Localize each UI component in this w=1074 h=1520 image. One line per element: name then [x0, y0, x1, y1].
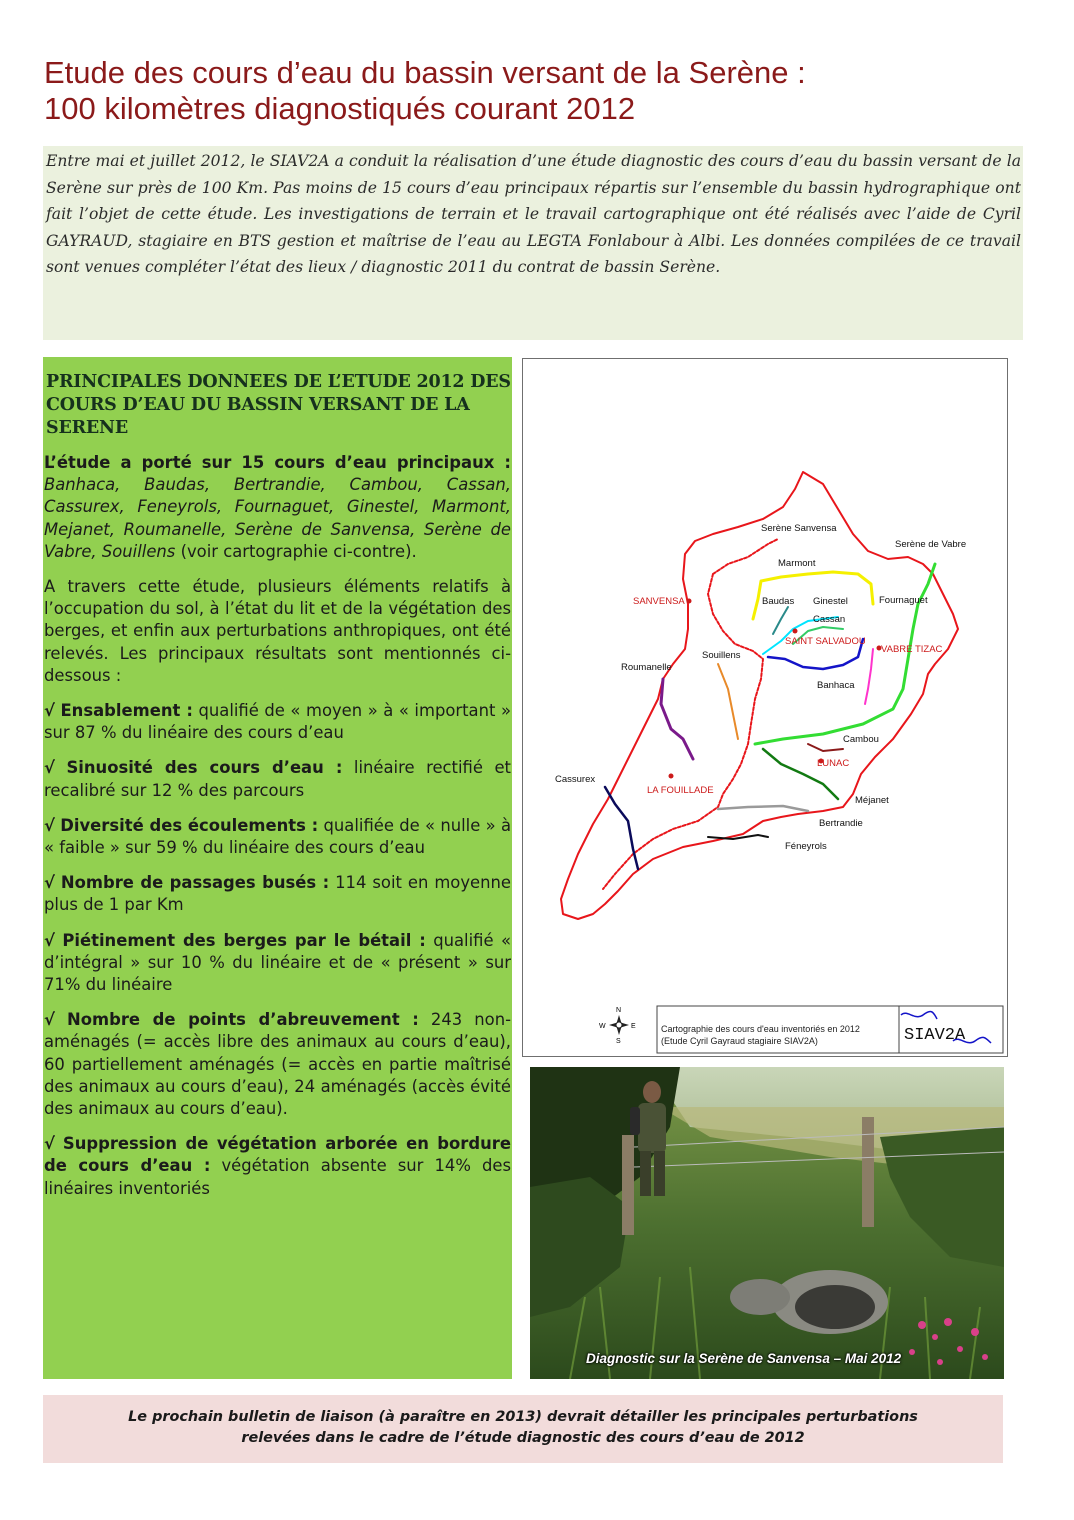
- label-saint-salvadou: SAINT SALVADOU: [785, 636, 866, 647]
- field-photo-art: [530, 1067, 1004, 1379]
- label-souillens: Souillens: [702, 650, 741, 661]
- result-label: Ensablement :: [60, 701, 193, 721]
- pink-river: [865, 649, 873, 704]
- label-banhaca: Banhaca: [817, 680, 855, 691]
- check-icon: √: [44, 930, 55, 950]
- label-cassurex: Cassurex: [555, 774, 596, 785]
- result-label: Diversité des écoulements :: [60, 815, 319, 835]
- result-text: qualifié de « moyen » à « important » sur 87 % du linéaire des cours d’eau: [44, 701, 511, 743]
- footer-note: [43, 1395, 1003, 1463]
- result-text: qualifié « d’intégral » sur 10 % du linéaire et de « présent » sur 71% du linéaire: [44, 930, 512, 995]
- label-cassan: Cassan: [813, 614, 846, 625]
- label-marmont: Marmont: [778, 558, 816, 569]
- result-item: [44, 815, 511, 859]
- cambou-river: [808, 744, 843, 751]
- method-paragraph: A travers cette étude, plusieurs éléments relatifs à l’occupation du sol, à l’état du lit et de la végétation des berges, et enfin aux perturbations anthropiques, ont été relevés. Les principaux résultats sont mentionnés ci-dessous :: [44, 577, 511, 685]
- result-item: [44, 757, 511, 801]
- label-roumanelle: Roumanelle: [621, 662, 672, 673]
- label-fournaguet: Fournaguet: [879, 595, 928, 606]
- result-label: Nombre de points d’abreuvement :: [67, 1010, 419, 1030]
- result-label: Piétinement des berges par le bétail :: [62, 930, 426, 950]
- result-text: 243 non-aménagés (= accès libre des animaux au cours d’eau), 60 partiellement aménagés (= accès en partie maîtrisé des animaux au cours d’eau), 24 aménagés (accès évité des animaux au cours d’eau).: [44, 1010, 512, 1119]
- label-vabre-tizac: VABRE TIZAC: [881, 644, 943, 655]
- result-label: Suppression de végétation arborée en bordure de cours d’eau :: [44, 1134, 511, 1176]
- siav2a-logo: SIAV2A: [904, 1026, 966, 1045]
- rivers-paragraph: [44, 452, 511, 563]
- label-sanvensa: SANVENSA: [633, 596, 685, 607]
- label-feneyrols: Féneyrols: [785, 841, 827, 852]
- title-line-2: 100 kilomètres diagnostiqués courant 2012: [44, 91, 636, 126]
- field-photo: [530, 1067, 1004, 1379]
- key-data-box: [43, 357, 512, 1379]
- label-lunac: LUNAC: [817, 758, 850, 769]
- compass-s: S: [616, 1038, 621, 1045]
- legend-line-2: (Etude Cyril Gayraud stagiaire SIAV2A): [661, 1036, 818, 1046]
- label-bertrandie: Bertrandie: [819, 818, 863, 829]
- check-icon: √: [44, 873, 55, 893]
- result-label: Sinuosité des cours d’eau :: [66, 758, 343, 778]
- label-serene-vabre: Serène de Vabre: [895, 539, 967, 550]
- result-item: [44, 930, 511, 997]
- label-la-fouillade: LA FOUILLADE: [647, 785, 714, 796]
- intro-paragraph: Entre mai et juillet 2012, le SIAV2A a conduit la réalisation d’une étude diagnostic des cours d’eau du bassin versant de la Serène sur près de 100 Km. Pas moins de 15 cours d’eau principaux répartis sur l’ensemble du bassin hydrographique ont fait l’objet de cette étude. Les investigations de terrain et le travail cartographique ont été réalisés avec l’aide de Cyril GAYRAUD, stagiaire en BTS gestion et maîtrise de l’eau au LEGTA Fonlabour à Albi. Les données compilées de ce travail sont venues compléter l’état des lieux / diagnostic 2011 du contrat de bassin Serène.: [43, 146, 1023, 340]
- river-map: [522, 358, 1008, 1057]
- check-icon: √: [44, 758, 55, 778]
- compass-n: N: [616, 1007, 622, 1014]
- rivers-tail: (voir cartographie ci-contre).: [180, 541, 417, 561]
- result-item: [44, 700, 511, 744]
- map-svg: [523, 359, 1009, 1058]
- result-text: qualifiée de « nulle » à « faible » sur 59 % du linéaire des cours d’eau: [44, 815, 511, 858]
- check-icon: √: [44, 701, 55, 721]
- check-icon: √: [44, 1010, 55, 1030]
- label-serene-sanvensa: Serène Sanvensa: [761, 523, 837, 534]
- label-mejanet: Méjanet: [855, 795, 889, 806]
- compass-w: W: [599, 1023, 606, 1030]
- result-text: végétation absente sur 14% des linéaires inventoriés: [44, 1156, 512, 1198]
- label-cambou: Cambou: [843, 734, 879, 745]
- result-text: 114 soit en moyenne plus de 1 par Km: [44, 873, 511, 915]
- result-item: [44, 872, 511, 916]
- photo-caption: Diagnostic sur la Serène de Sanvensa – Mai 2012: [586, 1351, 902, 1366]
- label-baudas: Baudas: [762, 596, 795, 607]
- title-line-1: Etude des cours d’eau du bassin versant de la Serène :: [44, 55, 806, 90]
- check-icon: √: [44, 815, 55, 835]
- cassurex-river: [605, 787, 638, 869]
- result-text: linéaire rectifié et recalibré sur 12 % des parcours: [44, 758, 511, 800]
- result-item: [44, 1133, 511, 1200]
- baudas-river: [773, 607, 788, 634]
- bertrandie-river: [718, 806, 808, 811]
- check-icon: √: [44, 1134, 55, 1154]
- legend-line-1: Cartographie des cours d'eau inventoriés en 2012: [661, 1024, 860, 1034]
- footer-line-1: Le prochain bulletin de liaison (à paraître en 2013) devrait détailler les principales perturbations: [128, 1409, 918, 1425]
- results-list: [44, 700, 511, 1200]
- result-label: Nombre de passages busés :: [60, 873, 330, 893]
- compass-rose: [599, 1007, 636, 1045]
- key-data-heading: PRINCIPALES DONNEES DE L’ETUDE 2012 DES COURS D’EAU DU BASSIN VERSANT DE LA SERENE: [46, 372, 511, 438]
- page-title: [44, 55, 1044, 127]
- result-item: [44, 1009, 511, 1120]
- label-ginestel: Ginestel: [813, 596, 848, 607]
- souillens-river: [718, 664, 738, 739]
- footer-line-2: relevées dans le cadre de l’étude diagnostic des cours d’eau de 2012: [241, 1430, 805, 1446]
- roumanelle-river: [661, 679, 693, 759]
- mejanet-river: [763, 749, 838, 799]
- map-legend: [657, 1006, 1003, 1053]
- rivers-list: Banhaca, Baudas, Bertrandie, Cambou, Cassan, Cassurex, Feneyrols, Fournaguet, Ginestel, Marmont, Mejanet, Roumanelle, Serène de Sanvensa, Serène de Vabre, Souillens: [44, 475, 511, 561]
- rivers-intro: L’étude a porté sur 15 cours d’eau principaux :: [44, 453, 511, 472]
- compass-e: E: [631, 1023, 636, 1030]
